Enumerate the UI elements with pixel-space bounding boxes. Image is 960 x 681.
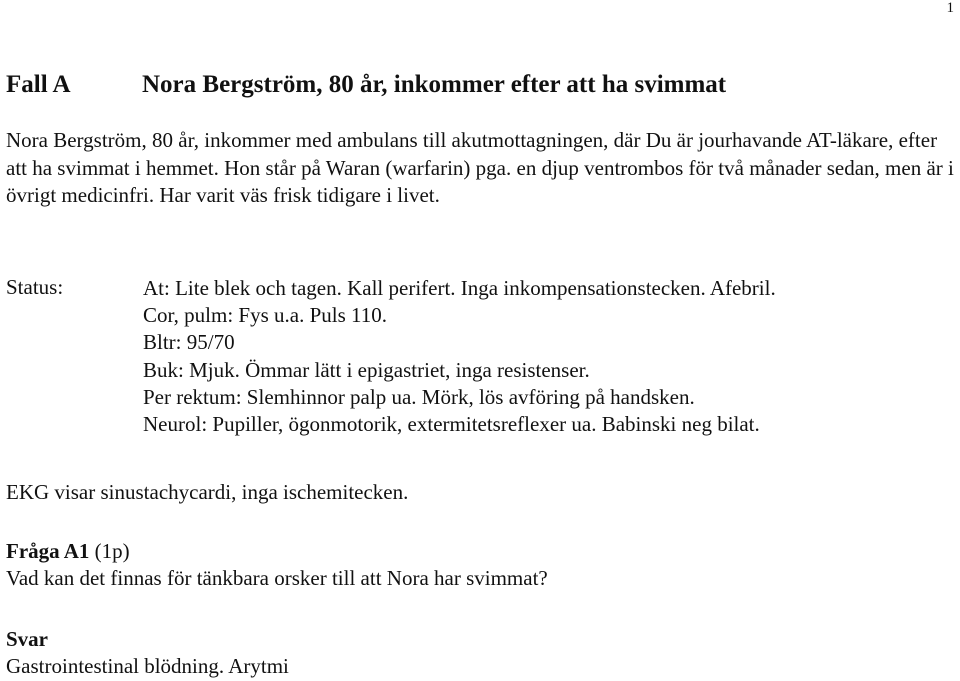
case-title: Nora Bergström, 80 år, inkommer efter att ha svimmat <box>142 71 727 98</box>
page-number: 1 <box>946 0 954 16</box>
answer-label: Svar <box>6 627 48 651</box>
question-label: Fråga A1 <box>6 539 90 563</box>
status-line-abdomen: Buk: Mjuk. Ömmar lätt i epigastriet, inga resistenser. <box>143 357 590 382</box>
status-findings <box>143 275 776 438</box>
status-line-general: At: Lite blek och tagen. Kall perifert. Inga inkompensationstecken. Afebril. <box>143 276 776 300</box>
question-heading <box>6 539 130 564</box>
status-line-rectal: Per rektum: Slemhinnor palp ua. Mörk, lös avföring på handsken. <box>143 384 695 409</box>
status-label: Status: <box>6 275 64 299</box>
question-text: Vad kan det finnas för tänkbara orsker till att Nora har svimmat? <box>6 566 548 590</box>
status-line-blood-pressure: Bltr: 95/70 <box>143 330 235 355</box>
intro-paragraph: Nora Bergström, 80 år, inkommer med ambulans till akutmottagningen, där Du är jourhavande AT-läkare, efter att ha svimmat i hemmet. Hon står på Waran (warfarin) pga. en djup ventrombos för två månader sedan, men är i övrigt medicinfri. Har varit väs frisk tidigare i livet. <box>6 128 954 207</box>
status-line-cor-pulm: Cor, pulm: Fys u.a. Puls 110. <box>143 303 387 328</box>
answer-text: Gastrointestinal blödning. Arytmi <box>6 654 289 678</box>
question-points: (1p) <box>94 539 130 563</box>
case-label: Fall A <box>6 71 71 98</box>
ekg-finding: EKG visar sinustachycardi, inga ischemitecken. <box>6 480 409 504</box>
status-line-neuro: Neurol: Pupiller, ögonmotorik, extermitetsreflexer ua. Babinski neg bilat. <box>143 412 760 437</box>
